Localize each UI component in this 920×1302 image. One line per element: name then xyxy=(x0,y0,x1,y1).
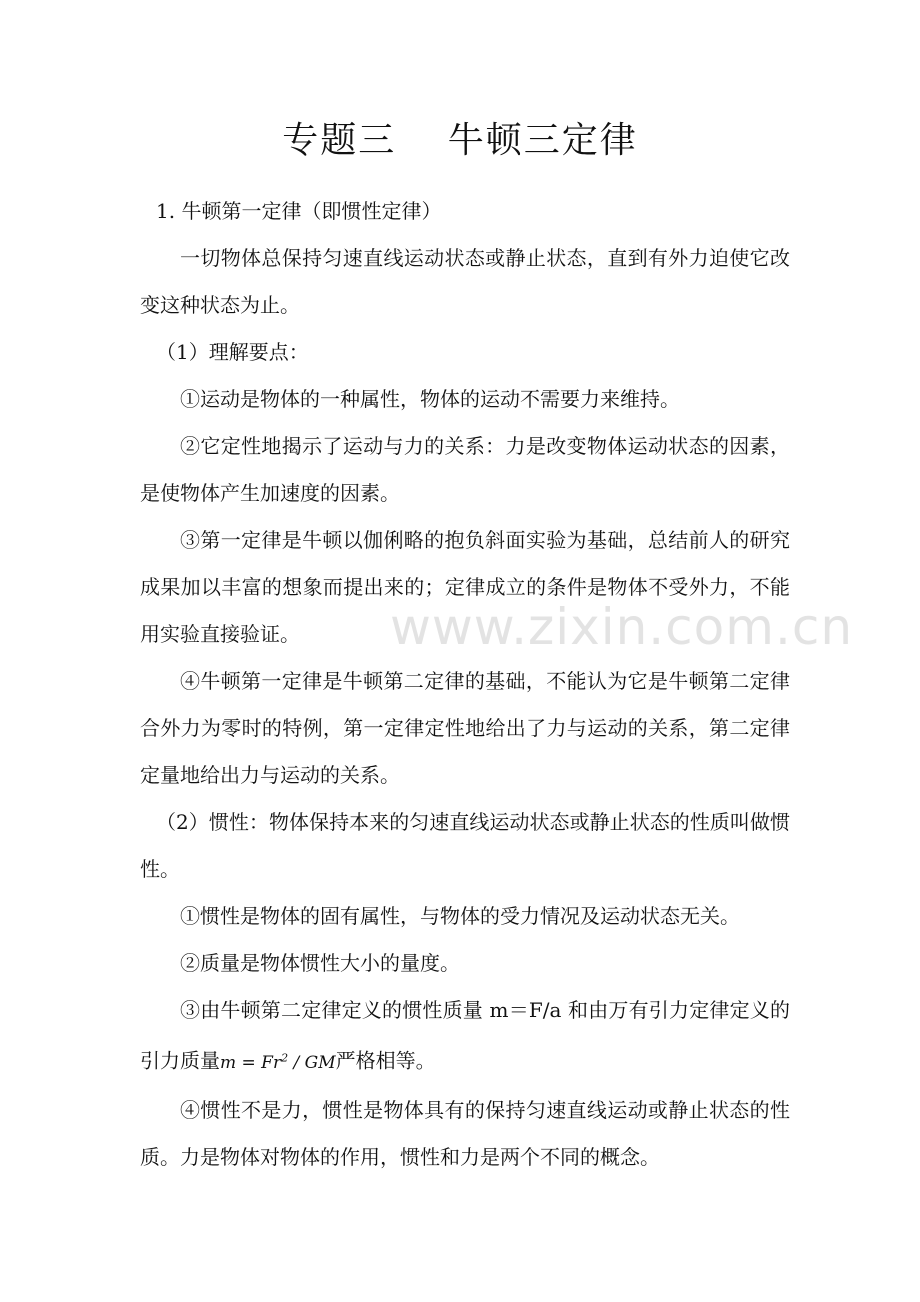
inertia-point-4: ④惯性不是力，惯性是物体具有的保持匀速直线运动或静止状态的性质。力是物体对物体的作用，惯性和力是两个不同的概念。 xyxy=(140,1097,790,1169)
document-body xyxy=(140,188,790,1181)
point-3: ③第一定律是牛顿以伽俐略的抱负斜面实验为基础，总结前人的研究成果加以丰富的想象而提出来的；定律成立的条件是物体不受外力，不能用实验直接验证。 xyxy=(140,528,790,646)
understanding-heading: （1）理解要点： xyxy=(156,340,309,364)
law-definition: 一切物体总保持匀速直线运动状态或静止状态，直到有外力迫使它改变这种状态为止。 xyxy=(140,246,790,317)
watermark: www.zixin.com.cn xyxy=(390,598,854,656)
point-1: ①运动是物体的一种属性，物体的运动不需要力来维持。 xyxy=(180,387,680,411)
point-2: ②它定性地揭示了运动与力的关系：力是改变物体运动状态的因素，是使物体产生加速度的因素。 xyxy=(140,434,790,505)
inertia-point-2: ②质量是物体惯性大小的量度。 xyxy=(180,951,460,975)
inertia-point-3-text: ③由牛顿第二定律定义的惯性质量 m＝F/a 和由万有引力定律定义的引力质量 xyxy=(140,998,790,1073)
formula-lhs: m = Fr xyxy=(220,1052,282,1073)
point-4: ④牛顿第一定律是牛顿第二定律的基础，不能认为它是牛顿第二定律合外力为零时的特例，第一定律定性地给出了力与运动的关系，第二定律定量地给出力与运动的关系。 xyxy=(140,669,790,787)
inertia-point-3-tail: 严格相等。 xyxy=(335,1048,436,1073)
inertia-heading: （2）惯性：物体保持本来的匀速直线运动状态或静止状态的性质叫做惯性。 xyxy=(140,810,790,881)
formula-rhs: / GM xyxy=(288,1052,336,1073)
formula-exponent: 2 xyxy=(281,1051,289,1064)
section-heading: 1. 牛顿第一定律（即惯性定律） xyxy=(156,199,442,223)
inertia-point-3 xyxy=(140,987,790,1087)
gravitational-mass-formula xyxy=(220,1053,336,1073)
inertia-point-1: ①惯性是物体的固有属性，与物体的受力情况及运动状态无关。 xyxy=(180,904,740,928)
page-title: 专题三 牛顿三定律 xyxy=(282,120,638,161)
